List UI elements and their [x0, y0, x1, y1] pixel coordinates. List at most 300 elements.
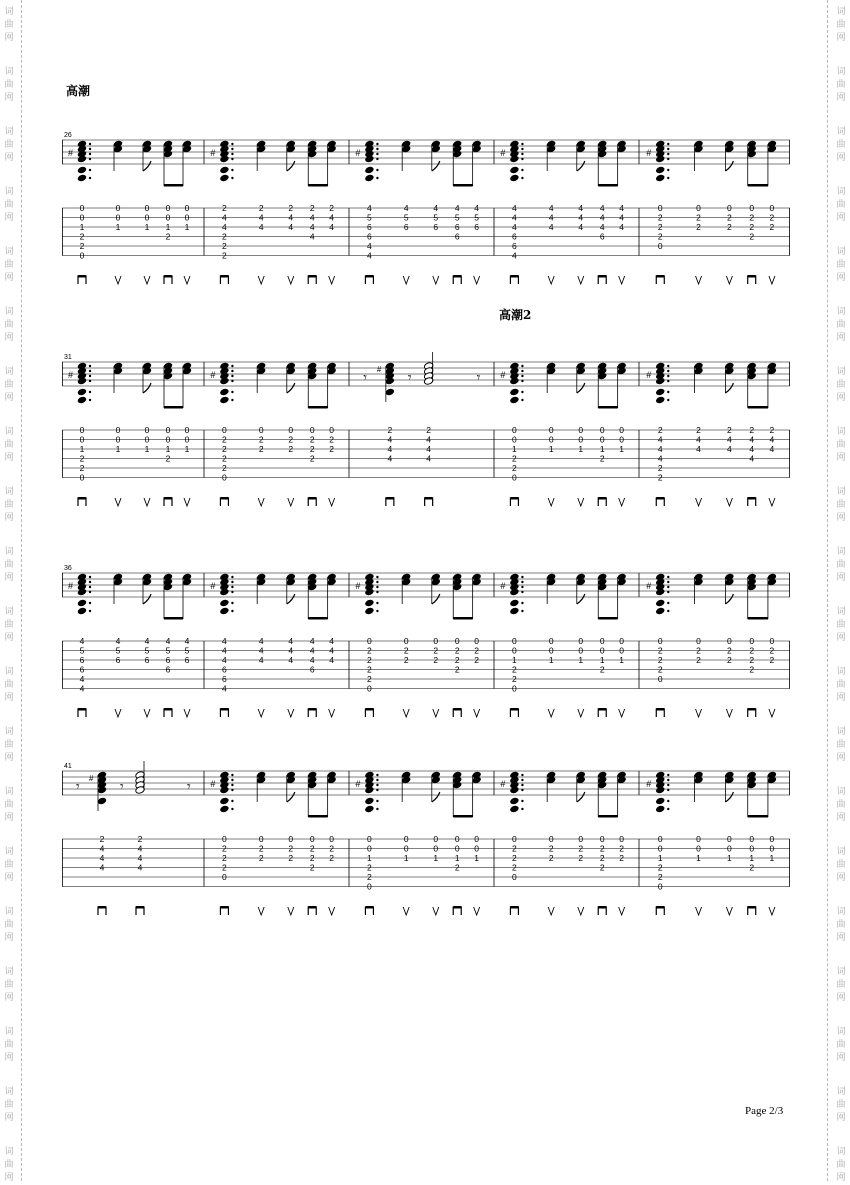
tab-fret-number: 2 [329, 843, 335, 854]
note-head [655, 174, 665, 183]
augmentation-dot [521, 610, 523, 612]
up-stroke-mark [258, 276, 264, 284]
down-stroke-bar [598, 906, 606, 909]
tab-fret-number: 6 [79, 664, 85, 675]
tab-fret-number: 2 [696, 425, 701, 435]
augmentation-dot [667, 153, 669, 155]
up-stroke-mark [696, 709, 702, 717]
tab-fret-number: 4 [309, 212, 315, 223]
note-flag [577, 792, 585, 802]
up-stroke-mark [144, 709, 150, 717]
tab-fret-number: 2 [657, 645, 663, 656]
augmentation-dot [521, 784, 523, 786]
tab-fret-number: 0 [599, 636, 605, 646]
watermark-text: 词 曲 网 [836, 427, 846, 463]
tab-fret-number: 1 [578, 444, 584, 454]
tab-fret-number: 1 [79, 444, 85, 454]
tab-fret-number: 6 [474, 222, 480, 232]
tab-fret-number: 4 [309, 222, 315, 232]
tab-fret-number: 0 [165, 434, 171, 445]
augmentation-dot [667, 779, 669, 781]
up-stroke-mark [474, 907, 480, 915]
note-beam [748, 406, 768, 409]
tab-fret-number: 2 [727, 645, 732, 656]
tab-fret-number: 0 [403, 834, 409, 844]
watermark-text: 词 曲 网 [836, 187, 846, 223]
tab-fret-number: 0 [657, 203, 663, 213]
tab-fret-number: 4 [403, 203, 409, 213]
tab-fret-number: 4 [137, 853, 143, 863]
tab-fret-number: 4 [578, 222, 584, 232]
up-stroke-mark [115, 276, 121, 284]
eighth-rest: 𝄾 [187, 778, 191, 794]
augmentation-dot [667, 808, 669, 810]
tab-fret-number: 2 [258, 203, 264, 213]
up-stroke-mark [619, 709, 625, 717]
tab-fret-number: 0 [512, 834, 517, 844]
tab-fret-number: 1 [769, 853, 775, 863]
augmentation-dot [376, 808, 378, 810]
note-flag [432, 161, 440, 171]
tab-fret-number: 2 [727, 222, 732, 232]
up-stroke-mark [548, 276, 554, 284]
tab-fret-number: 1 [512, 444, 517, 454]
tab-fret-number: 2 [454, 664, 460, 675]
music-system-4 [62, 759, 790, 919]
tab-fret-number: 2 [288, 843, 294, 854]
tab-fret-number: 2 [222, 203, 227, 213]
up-stroke-mark [329, 498, 335, 506]
tab-fret-number: 0 [184, 212, 190, 223]
note-head [655, 396, 665, 405]
tab-fret-number: 4 [144, 636, 150, 646]
tab-fret-number: 0 [115, 212, 121, 223]
down-stroke-bar [136, 906, 144, 909]
tab-fret-number: 0 [619, 425, 625, 435]
measure [76, 761, 191, 915]
tab-fret-number: 1 [144, 444, 150, 454]
tab-fret-number: 0 [512, 645, 517, 656]
tab-fret-number: 0 [657, 241, 663, 251]
tab-fret-number: 2 [222, 241, 227, 251]
tab-fret-number: 0 [222, 834, 227, 844]
note-head [77, 174, 87, 183]
tab-fret-number: 1 [599, 655, 605, 665]
measure-number: 31 [64, 354, 72, 361]
tab-fret-number: 2 [309, 444, 315, 454]
note-head [655, 599, 665, 608]
augmentation-dot [89, 602, 91, 604]
augmentation-dot [231, 158, 233, 160]
up-stroke-mark [144, 276, 150, 284]
watermark-text: 词 曲 网 [4, 1147, 14, 1183]
augmentation-dot [231, 779, 233, 781]
note-head [364, 174, 374, 183]
note-head [77, 388, 87, 397]
tab-fret-number: 0 [115, 434, 121, 445]
up-stroke-mark [726, 907, 732, 915]
tab-fret-number: 6 [222, 674, 227, 684]
augmentation-dot [521, 169, 523, 171]
tab-fret-number: 0 [329, 834, 335, 844]
tab-fret-number: 0 [403, 843, 409, 854]
augmentation-dot [89, 380, 91, 382]
tab-fret-number: 4 [548, 222, 554, 232]
tab-fret-number: 4 [222, 645, 227, 656]
tab-fret-number: 4 [657, 434, 663, 445]
tab-fret-number: 2 [657, 425, 663, 435]
tab-fret-number: 2 [769, 222, 775, 232]
tab-fret-number: 1 [749, 853, 755, 863]
tab-fret-number: 4 [258, 645, 264, 656]
up-stroke-mark [548, 907, 554, 915]
tab-fret-number: 2 [367, 862, 372, 873]
tab-fret-number: 5 [433, 212, 439, 223]
watermark-text: 词 曲 网 [836, 487, 846, 523]
augmentation-dot [521, 800, 523, 802]
sharp-sign: # [68, 148, 74, 158]
tab-fret-number: 0 [599, 834, 605, 844]
eighth-rest: 𝄾 [407, 369, 412, 385]
note-head [509, 805, 519, 814]
tab-fret-number: 0 [115, 203, 121, 213]
eighth-rest: 𝄾 [476, 369, 481, 385]
note-flag [432, 792, 440, 802]
down-stroke-bar [78, 497, 86, 500]
tab-fret-number: 2 [696, 655, 701, 665]
tab-fret-number: 0 [619, 434, 625, 445]
tab-fret-number: 4 [99, 853, 105, 863]
watermark-text: 词 曲 网 [4, 847, 14, 883]
up-stroke-mark [403, 709, 409, 717]
tab-fret-number: 6 [512, 231, 517, 242]
sharp-sign: # [646, 779, 652, 789]
augmentation-dot [231, 365, 233, 367]
sharp-sign: # [646, 581, 652, 591]
augmentation-dot [231, 576, 233, 578]
tab-fret-number: 2 [548, 843, 554, 854]
tab-fret-number: 0 [367, 843, 372, 854]
note-head [364, 166, 374, 175]
tab-fret-number: 2 [309, 203, 315, 213]
down-stroke-bar [656, 906, 664, 909]
tab-fret-number: 0 [454, 834, 460, 844]
watermark-text: 词 曲 网 [836, 307, 846, 343]
sharp-sign: # [210, 779, 216, 789]
tab-fret-number: 2 [288, 444, 294, 454]
watermark-text: 词 曲 网 [836, 607, 846, 643]
tab-fret-number: 2 [727, 212, 732, 223]
tab-fret-number: 4 [578, 212, 584, 223]
tab-fret-number: 0 [403, 636, 409, 646]
tab-fret-number: 4 [258, 655, 264, 665]
augmentation-dot [376, 148, 378, 150]
tab-fret-number: 0 [165, 203, 171, 213]
augmentation-dot [376, 169, 378, 171]
note-beam [598, 617, 617, 620]
tab-fret-number: 2 [222, 843, 227, 854]
tab-fret-number: 4 [548, 203, 554, 213]
tab-fret-number: 0 [309, 834, 315, 844]
up-stroke-mark [258, 907, 264, 915]
sharp-sign: # [500, 779, 506, 789]
tab-fret-number: 0 [165, 425, 171, 435]
tab-fret-number: 6 [79, 655, 85, 665]
note-flag [577, 161, 585, 171]
up-stroke-mark [115, 709, 121, 717]
tab-fret-number: 2 [454, 862, 460, 873]
tab-fret-number: 0 [115, 425, 121, 435]
augmentation-dot [89, 365, 91, 367]
note-head [364, 797, 374, 806]
tab-fret-number: 5 [454, 212, 460, 223]
augmentation-dot [89, 399, 91, 401]
up-stroke-mark [329, 276, 335, 284]
tab-fret-number: 0 [548, 425, 554, 435]
tab-fret-number: 4 [99, 862, 105, 873]
up-stroke-mark [726, 498, 732, 506]
tab-fret-number: 0 [749, 843, 755, 854]
tab-fret-number: 2 [657, 463, 663, 473]
left-watermark-strip [2, 0, 16, 1181]
down-stroke-bar [656, 275, 664, 278]
note-flag [287, 594, 295, 604]
down-stroke-bar [308, 497, 316, 500]
section-title-climax-2: 高潮2 [499, 308, 532, 322]
tab-fret-number: 4 [99, 843, 105, 854]
tab-fret-number: 1 [727, 853, 732, 863]
sharp-sign: # [210, 148, 216, 158]
tab-fret-number: 2 [222, 463, 227, 473]
tab-fret-number: 4 [426, 434, 432, 445]
watermark-text: 词 曲 网 [4, 427, 14, 463]
measure [363, 352, 480, 506]
down-stroke-bar [748, 275, 756, 278]
note-beam [748, 815, 768, 818]
tab-fret-number: 1 [165, 444, 171, 454]
tab-fret-number: 2 [769, 425, 775, 435]
tab-fret-number: 0 [769, 203, 775, 213]
note-head [509, 599, 519, 608]
tab-fret-number: 0 [727, 834, 732, 844]
tab-fret-number: 0 [79, 212, 85, 223]
tab-fret-number: 2 [657, 222, 663, 232]
tab-fret-number: 0 [512, 425, 517, 435]
tab-fret-number: 0 [599, 425, 605, 435]
tab-fret-number: 2 [769, 655, 775, 665]
measure [500, 140, 626, 284]
tab-fret-number: 4 [749, 444, 755, 454]
tab-fret-number: 0 [309, 425, 315, 435]
sharp-sign: # [376, 365, 382, 374]
measure-number: 36 [64, 565, 72, 572]
sharp-sign: # [89, 774, 94, 783]
down-stroke-bar [598, 708, 606, 711]
tab-fret-number: 2 [749, 862, 755, 873]
augmentation-dot [521, 148, 523, 150]
up-stroke-mark [548, 709, 554, 717]
note-head [219, 396, 229, 405]
tab-fret-number: 5 [403, 212, 409, 223]
watermark-text: 词 曲 网 [4, 67, 14, 103]
augmentation-dot [376, 591, 378, 593]
tab-fret-number: 2 [599, 862, 605, 873]
measure [500, 573, 626, 717]
tab-fret-number: 4 [288, 636, 294, 646]
augmentation-dot [231, 148, 233, 150]
tab-fret-number: 2 [329, 434, 335, 445]
note-head [219, 388, 229, 397]
note-flag [725, 594, 733, 604]
tab-fret-number: 4 [258, 212, 264, 223]
augmentation-dot [231, 399, 233, 401]
tab-fret-number: 6 [403, 222, 409, 232]
tab-fret-number: 2 [696, 212, 701, 223]
tab-fret-number: 0 [433, 636, 439, 646]
down-stroke-bar [510, 497, 518, 500]
tab-fret-number: 2 [403, 645, 409, 656]
tab-fret-number: 0 [329, 425, 335, 435]
tab-fret-number: 2 [367, 872, 372, 882]
tab-fret-number: 0 [578, 645, 584, 656]
tab-fret-number: 0 [222, 872, 227, 882]
down-stroke-bar [78, 275, 86, 278]
watermark-text: 词 曲 网 [4, 967, 14, 1003]
tab-fret-number: 2 [329, 444, 335, 454]
tab-fret-number: 2 [309, 853, 315, 863]
augmentation-dot [376, 177, 378, 179]
augmentation-dot [521, 391, 523, 393]
tab-fret-number: 2 [222, 250, 227, 261]
tab-fret-number: 0 [548, 636, 554, 646]
measure-number: 26 [64, 132, 72, 139]
up-stroke-mark [288, 907, 294, 915]
tab-fret-number: 2 [288, 853, 294, 863]
augmentation-dot [521, 177, 523, 179]
tab-fret-number: 4 [696, 434, 701, 445]
tab-fret-number: 1 [619, 655, 625, 665]
tab-fret-number: 2 [599, 664, 605, 675]
augmentation-dot [376, 610, 378, 612]
sharp-sign: # [500, 370, 506, 380]
tab-fret-number: 0 [367, 683, 372, 694]
note-head [219, 607, 229, 616]
tab-fret-number: 5 [165, 645, 171, 656]
tab-fret-number: 5 [115, 645, 121, 656]
up-stroke-mark [548, 498, 554, 506]
tab-fret-number: 6 [144, 655, 150, 665]
tab-fret-number: 4 [512, 222, 517, 232]
tab-fret-number: 0 [749, 203, 755, 213]
note-flag [143, 161, 151, 171]
augmentation-dot [231, 391, 233, 393]
tab-fret-number: 0 [657, 843, 663, 854]
tab-fret-number: 2 [769, 212, 775, 223]
augmentation-dot [231, 774, 233, 776]
tab-fret-number: 0 [512, 636, 517, 646]
tab-fret-number: 0 [79, 250, 85, 261]
sharp-sign: # [500, 581, 506, 591]
measure [646, 573, 777, 717]
tab-fret-number: 0 [696, 843, 701, 854]
tab-fret-number: 5 [184, 645, 190, 656]
measure [68, 362, 192, 506]
right-watermark-strip [834, 0, 848, 1181]
tab-fret-number: 5 [474, 212, 480, 223]
watermark-text: 词 曲 网 [4, 487, 14, 523]
measure [646, 771, 777, 915]
tab-fret-number: 2 [258, 843, 264, 854]
tab-fret-number: 4 [696, 444, 701, 454]
down-stroke-bar [78, 708, 86, 711]
tab-fret-number: 0 [474, 843, 480, 854]
tab-fret-number: 0 [512, 872, 517, 882]
tab-fret-number: 4 [115, 636, 121, 646]
tab-fret-number: 0 [696, 834, 701, 844]
down-stroke-bar [510, 708, 518, 711]
augmentation-dot [231, 591, 233, 593]
tab-fret-number: 2 [749, 212, 755, 223]
tab-fret-number: 1 [512, 655, 517, 665]
down-stroke-bar [656, 497, 664, 500]
up-stroke-mark [288, 498, 294, 506]
tab-fret-number: 6 [184, 655, 190, 665]
augmentation-dot [667, 576, 669, 578]
up-stroke-mark [403, 907, 409, 915]
tab-fret-number: 1 [433, 853, 439, 863]
eighth-rest: 𝄾 [76, 778, 80, 794]
note-head [77, 599, 87, 608]
tab-fret-number: 2 [309, 843, 315, 854]
note-head [509, 396, 519, 405]
augmentation-dot [667, 774, 669, 776]
augmentation-dot [376, 784, 378, 786]
down-stroke-bar [510, 275, 518, 278]
tab-fret-number: 1 [403, 853, 409, 863]
measure [210, 362, 336, 506]
note-beam [164, 184, 183, 187]
augmentation-dot [89, 581, 91, 583]
watermark-text: 词 曲 网 [836, 667, 846, 703]
augmentation-dot [231, 380, 233, 382]
tab-fret-number: 4 [222, 636, 227, 646]
tab-fret-number: 5 [367, 212, 372, 223]
tab-fret-number: 4 [309, 645, 315, 656]
down-stroke-bar [365, 906, 373, 909]
augmentation-dot [521, 158, 523, 160]
tab-fret-number: 4 [387, 434, 393, 445]
tab-fret-number: 1 [619, 444, 625, 454]
augmentation-dot [89, 610, 91, 612]
up-stroke-mark [619, 498, 625, 506]
note-flag [725, 792, 733, 802]
sharp-sign: # [355, 148, 361, 158]
up-stroke-mark [403, 276, 409, 284]
tab-fret-number: 0 [727, 843, 732, 854]
tab-fret-number: 6 [433, 222, 439, 232]
down-stroke-bar [453, 906, 461, 909]
tab-fret-number: 2 [619, 843, 625, 854]
augmentation-dot [667, 177, 669, 179]
up-stroke-mark [433, 907, 439, 915]
tab-fret-number: 0 [548, 434, 554, 445]
measure [500, 362, 626, 506]
up-stroke-mark [578, 276, 584, 284]
tab-fret-number: 0 [288, 834, 294, 844]
augmentation-dot [521, 365, 523, 367]
tab-fret-number: 0 [512, 472, 517, 483]
tab-fret-number: 0 [769, 834, 775, 844]
